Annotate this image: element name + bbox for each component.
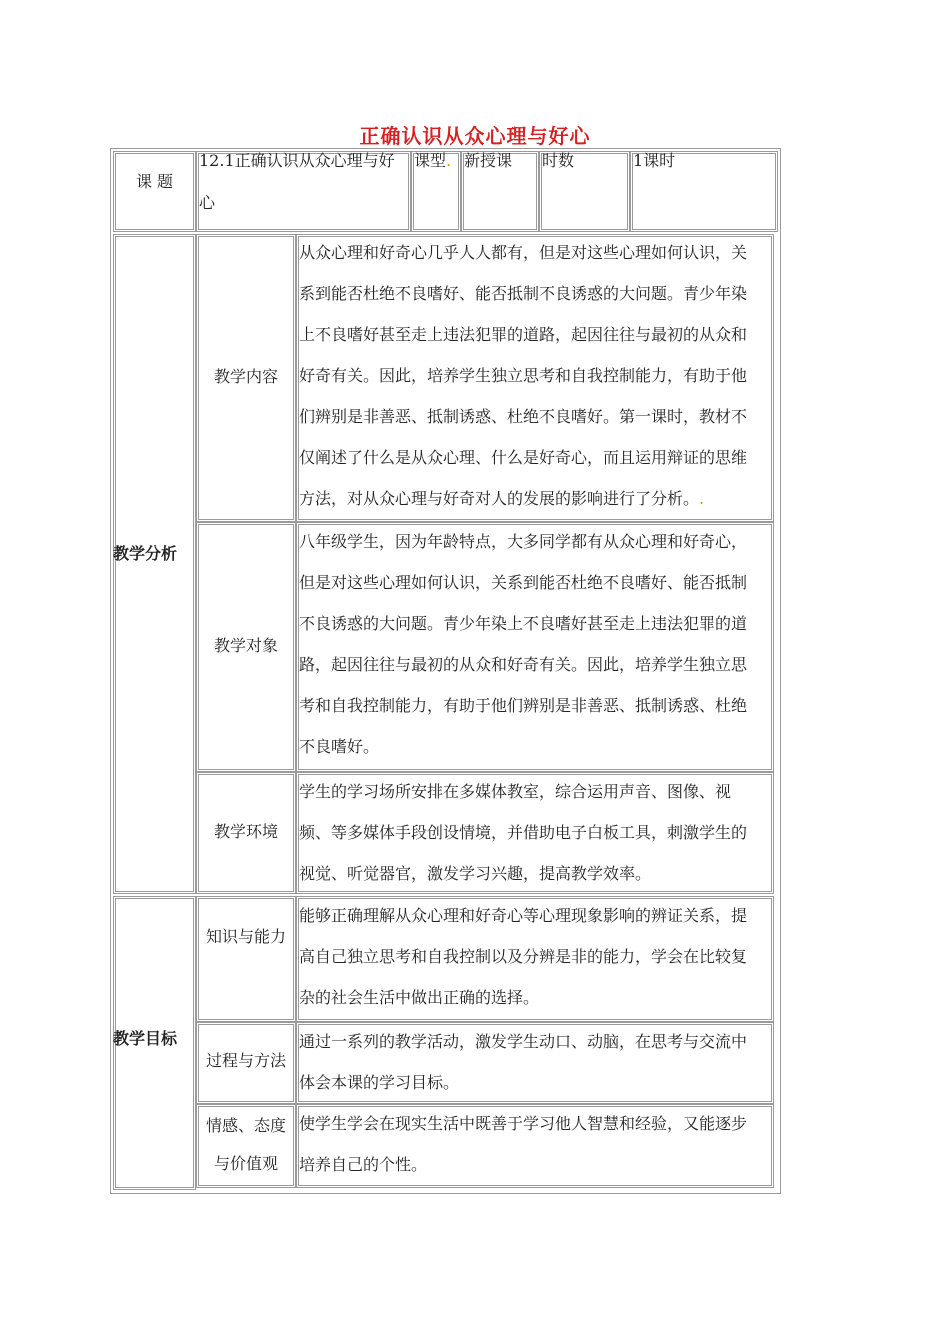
audience-line: 但是对这些心理如何认识，关系到能否杜绝不良嗜好、能否抵制 xyxy=(299,573,748,592)
emotion-line: 培养自己的个性。 xyxy=(299,1155,428,1174)
content-line: 系到能否杜绝不良嗜好、能否抵制不良诱惑的大问题。青少年染 xyxy=(299,284,748,303)
audience-line: 八年级学生，因为年龄特点，大多同学都有从众心理和好奇心， xyxy=(299,532,748,551)
process-lines xyxy=(299,1021,747,1103)
decorative-dot: . xyxy=(446,151,452,170)
environment-line: 视觉、听觉器官，激发学习兴趣，提高教学效率。 xyxy=(299,864,652,883)
knowledge-line: 杂的社会生活中做出正确的选择。 xyxy=(299,988,540,1007)
knowledge-label: 知识与能力 xyxy=(205,927,286,946)
emotion-text-cell xyxy=(296,1104,774,1188)
type-label xyxy=(414,150,451,172)
content-line-last xyxy=(299,478,747,519)
content-label: 教学内容 xyxy=(213,367,278,386)
document-title: 正确认识从众心理与好心 xyxy=(359,124,591,148)
knowledge-label-cell xyxy=(196,896,296,1022)
emotion-lines xyxy=(299,1103,747,1185)
emotion-label-cell xyxy=(196,1104,296,1188)
knowledge-line: 能够正确理解从众心理和好奇心等心理现象影响的辨证关系，提 xyxy=(299,906,748,925)
process-line: 通过一系列的教学活动，激发学生动口、动脑，在思考与交流中 xyxy=(299,1032,748,1051)
process-text-cell xyxy=(296,1022,774,1104)
process-label: 过程与方法 xyxy=(205,1051,286,1070)
environment-text-cell xyxy=(296,772,774,894)
knowledge-line: 高自己独立思考和自我控制以及分辨是非的能力，学会在比较复 xyxy=(299,947,748,966)
process-line: 体会本课的学习目标。 xyxy=(299,1073,460,1092)
audience-text-cell xyxy=(296,522,774,772)
content-line: 们辨别是非善恶、抵制诱惑、杜绝不良嗜好。第一课时，教材不 xyxy=(299,407,748,426)
content-line: 仅阐述了什么是从众心理、什么是好奇心，而且运用辩证的思维 xyxy=(299,448,748,467)
audience-line: 不良诱惑的大问题。青少年染上不良嗜好甚至走上违法犯罪的道 xyxy=(299,614,748,633)
analysis-section-cell xyxy=(113,234,196,894)
audience-line: 不良嗜好。 xyxy=(299,737,380,756)
audience-line: 路，起因往往与最初的从众和好奇有关。因此，培养学生独立思 xyxy=(299,655,748,674)
audience-label-cell xyxy=(196,522,296,772)
topic-value-cell xyxy=(196,151,411,232)
goals-section-cell xyxy=(113,896,196,1190)
environment-line: 频、等多媒体手段创设情境，并借助电子白板工具，刺激学生的 xyxy=(299,823,748,842)
content-label-cell xyxy=(196,234,296,522)
hours-label: 时数 xyxy=(542,151,575,170)
environment-lines xyxy=(299,771,747,894)
content-text-cell xyxy=(296,234,774,522)
type-label-text: 课型 xyxy=(414,151,447,170)
content-line: 从众心理和好奇心几乎人人都有，但是对这些心理如何认识，关 xyxy=(299,243,748,262)
goals-section-label: 教学目标 xyxy=(113,1029,178,1048)
emotion-label-line2: 与价值观 xyxy=(213,1154,278,1173)
audience-line: 考和自我控制能力，有助于他们辨别是非善恶、抵制诱惑、杜绝 xyxy=(299,696,748,715)
analysis-section-label: 教学分析 xyxy=(113,544,178,563)
type-value-cell xyxy=(461,151,539,232)
type-value: 新授课 xyxy=(464,151,513,170)
topic-label-cell xyxy=(113,151,196,232)
content-line: 上不良嗜好甚至走上违法犯罪的道路，起因往往与最初的从众和 xyxy=(299,325,748,344)
topic-value-line1: 12.1正确认识从众心理与好 xyxy=(199,151,395,170)
hours-value: 1课时 xyxy=(633,151,676,170)
knowledge-text-cell xyxy=(296,896,774,1022)
emotion-line: 使学生学会在现实生活中既善于学习他人智慧和经验，又能逐步 xyxy=(299,1114,748,1133)
environment-label: 教学环境 xyxy=(213,822,278,841)
content-lines xyxy=(299,232,747,519)
decorative-dot: . xyxy=(699,489,705,508)
environment-label-cell xyxy=(196,772,296,894)
type-label-cell xyxy=(411,151,461,232)
knowledge-lines xyxy=(299,895,747,1018)
hours-value-cell xyxy=(630,151,778,232)
audience-lines xyxy=(299,521,747,767)
audience-label: 教学对象 xyxy=(213,636,278,655)
topic-value-line2: 心 xyxy=(199,193,216,212)
content-line: 好奇有关。因此，培养学生独立思考和自我控制能力，有助于他 xyxy=(299,366,748,385)
environment-line: 学生的学习场所安排在多媒体教室，综合运用声音、图像、视 xyxy=(299,782,732,801)
hours-label-cell xyxy=(539,151,630,232)
process-label-cell xyxy=(196,1022,296,1104)
topic-label: 课 题 xyxy=(135,172,174,191)
content-line: 方法，对从众心理与好奇对人的发展的影响进行了分析。 xyxy=(299,489,700,508)
emotion-label-line1: 情感、态度 xyxy=(205,1116,286,1135)
